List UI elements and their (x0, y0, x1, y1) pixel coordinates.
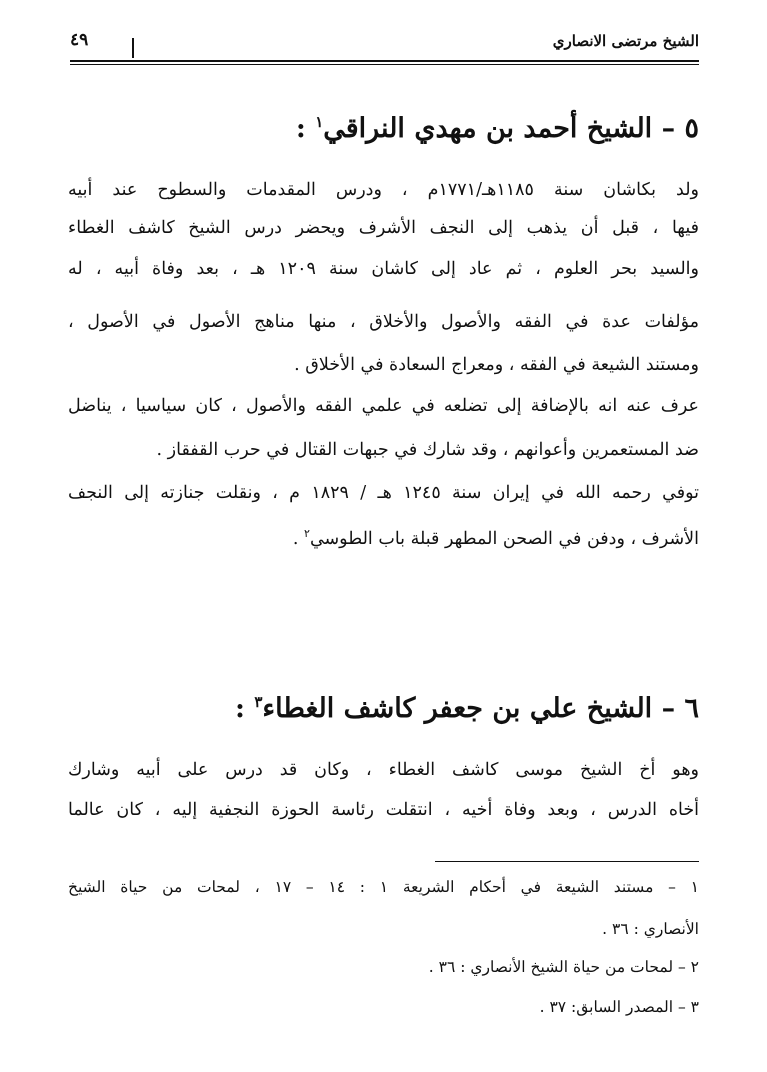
paragraph-line: وهو أخ الشيخ موسى كاشف الغطاء ، وكان قد درس على أبيه وشارك (68, 760, 699, 780)
header-tick-mark (132, 38, 134, 58)
footnote-ref: ٣ (254, 693, 263, 711)
paragraph-line: ومستند الشيعة في الفقه ، ومعراج السعادة في الأخلاق . (294, 355, 699, 375)
footnote-ref: ١ (315, 113, 324, 131)
paragraph-line: توفي رحمه الله في إيران سنة ١٢٤٥ هـ / ١٨٢٩ م ، ونقلت جنازته إلى النجف (68, 483, 699, 503)
footnote-separator (435, 861, 699, 862)
page-number: ٤٩ (70, 30, 89, 50)
footnote-line: ٣ – المصدر السابق: ٣٧ . (539, 998, 699, 1016)
paragraph-line: والسيد بحر العلوم ، ثم عاد إلى كاشان سنة ١٢٠٩ هـ ، بعد وفاة أبيه ، له (68, 259, 699, 279)
footnote-line: ٢ – لمحات من حياة الشيخ الأنصاري : ٣٦ . (428, 958, 699, 976)
paragraph-line: عرف عنه انه بالإضافة إلى تضلعه في علمي الفقه والأصول ، كان سياسيا ، يناضل (68, 396, 699, 416)
paragraph-line: ضد المستعمرين وأعوانهم ، وقد شارك في جبهات القتال في حرب القفقاز . (156, 440, 699, 460)
paragraph-line: فيها ، قبل أن يذهب إلى النجف الأشرف ويحضر درس الشيخ كاشف الغطاء (68, 218, 699, 238)
paragraph-line: أخاه الدرس ، وبعد وفاة أخيه ، انتقلت رئاسة الحوزة النجفية إليه ، كان عالما (68, 800, 699, 820)
paragraph-line: الأشرف ، ودفن في الصحن المطهر قبلة باب الطوسي$^٢$ . (292, 527, 699, 549)
running-header (70, 24, 699, 60)
footnote-line: الأنصاري : ٣٦ . (602, 920, 699, 938)
section-heading-6: ٦ – الشيخ علي بن جعفر كاشف الغطاء$^٣$ : (234, 693, 699, 724)
header-rule (70, 60, 699, 62)
header-rule-thin (70, 64, 699, 65)
paragraph-line: مؤلفات عدة في الفقه والأصول والأخلاق ، منها مناهج الأصول في الأصول ، (68, 312, 699, 332)
section-heading-5: ٥ – الشيخ أحمد بن مهدي النراقي$^١$ : (295, 113, 699, 144)
paragraph-line: ولد بكاشان سنة ١١٨٥هـ/١٧٧١م ، ودرس المقدمات والسطوح عند أبيه (68, 180, 700, 200)
running-title: الشيخ مرتضى الانصاري (552, 32, 699, 50)
footnote-ref: ٢ (304, 527, 310, 540)
footnote-line: ١ – مستند الشيعة في أحكام الشريعة ١ : ١٤ – ١٧ ، لمحات من حياة الشيخ (68, 878, 699, 896)
